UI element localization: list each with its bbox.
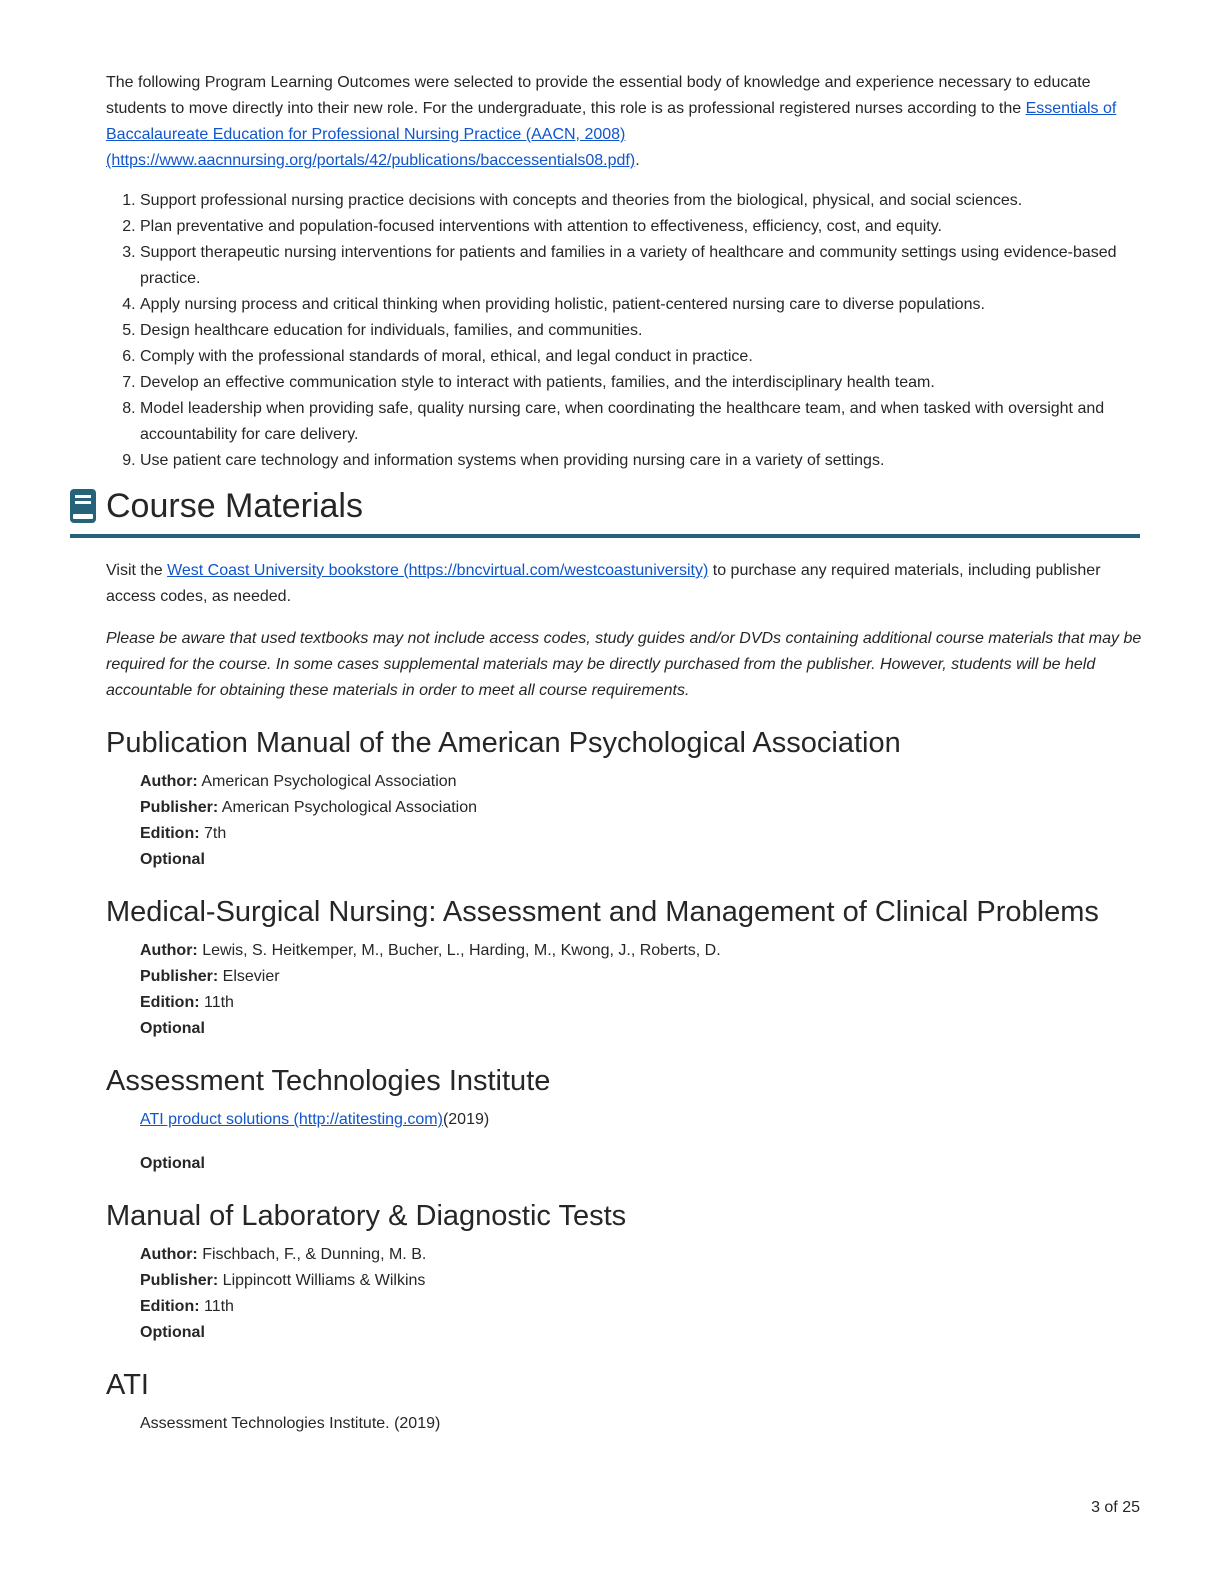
optional-label: Optional bbox=[140, 1324, 205, 1341]
author-label: Author: bbox=[140, 942, 198, 959]
publisher-value: Elsevier bbox=[218, 968, 280, 985]
optional-label: Optional bbox=[140, 1155, 205, 1172]
outcome-item: 5. Design healthcare education for individuals, families, and communities. bbox=[140, 318, 1146, 344]
outcome-item: 7. Develop an effective communication style to interact with patients, families, and the interdisciplinary health team. bbox=[140, 370, 1146, 396]
book-title: ATI bbox=[106, 1369, 149, 1401]
section-title: Course Materials bbox=[106, 487, 363, 525]
outcome-item: 8. Model leadership when providing safe, quality nursing care, when coordinating the healthcare team, and when tasked with oversight and accountability for care delivery. bbox=[140, 396, 1146, 448]
edition-line bbox=[140, 990, 1146, 1016]
intro-paragraph bbox=[106, 70, 1146, 174]
publisher-label: Publisher: bbox=[140, 968, 219, 985]
author-line bbox=[140, 938, 1146, 964]
optional-label: Optional bbox=[140, 1020, 205, 1037]
author-value: American Psychological Association bbox=[197, 773, 457, 790]
book-details bbox=[106, 769, 1146, 873]
course-materials-header bbox=[70, 484, 1140, 538]
book-title: Publication Manual of the American Psychological Association bbox=[106, 727, 901, 759]
edition-line bbox=[140, 1294, 1146, 1320]
author-label: Author: bbox=[140, 1246, 198, 1263]
book-icon bbox=[70, 489, 96, 523]
edition-label: Edition: bbox=[140, 1298, 200, 1315]
outcome-item: 3. Support therapeutic nursing interventions for patients and families in a variety of healthcare and community settings using evidence-based practice. bbox=[140, 240, 1146, 292]
publisher-value: Lippincott Williams & Wilkins bbox=[218, 1272, 426, 1289]
edition-value: 11th bbox=[199, 1298, 234, 1315]
author-value: Fischbach, F., & Dunning, M. B. bbox=[197, 1246, 427, 1263]
edition-line bbox=[140, 821, 1146, 847]
book-title: Manual of Laboratory & Diagnostic Tests bbox=[106, 1200, 627, 1232]
outcome-item: 4. Apply nursing process and critical thinking when providing holistic, patient-centered nursing care to diverse populations. bbox=[140, 292, 1146, 318]
author-line bbox=[140, 1242, 1146, 1268]
edition-label: Edition: bbox=[140, 994, 200, 1011]
bookstore-paragraph bbox=[106, 558, 1146, 610]
author-value: Lewis, S. Heitkemper, M., Bucher, L., Harding, M., Kwong, J., Roberts, D. bbox=[197, 942, 721, 959]
learning-outcomes-list bbox=[106, 188, 1146, 474]
page-content bbox=[106, 70, 1146, 1437]
intro-text: The following Program Learning Outcomes were selected to provide the essential body of knowledge and experience necessary to educate students to move directly into their new role. For the undergraduate, this role is as professional registered nurses according to the bbox=[106, 74, 1091, 117]
bookstore-link[interactable]: West Coast University bookstore (https://bncvirtual.com/westcoastuniversity) bbox=[167, 562, 709, 579]
optional-label: Optional bbox=[140, 851, 205, 868]
author-label: Author: bbox=[140, 773, 198, 790]
intro-period: . bbox=[635, 152, 640, 169]
outcome-item: 9. Use patient care technology and information systems when providing nursing care in a variety of settings. bbox=[140, 448, 1146, 474]
visit-suffix: to purchase any required materials, including publisher access codes, as needed. bbox=[106, 562, 1101, 605]
outcome-item: 1. Support professional nursing practice decisions with concepts and theories from the biological, physical, and social sciences. bbox=[140, 188, 1146, 214]
publisher-label: Publisher: bbox=[140, 799, 219, 816]
publisher-line bbox=[140, 1268, 1146, 1294]
publisher-line bbox=[140, 964, 1146, 990]
publisher-label: Publisher: bbox=[140, 1272, 219, 1289]
book-details bbox=[106, 938, 1146, 1042]
outcome-item: 2. Plan preventative and population-focused interventions with attention to effectiveness, efficiency, cost, and equity. bbox=[140, 214, 1146, 240]
ati-year: (2019) bbox=[442, 1111, 490, 1128]
edition-label: Edition: bbox=[140, 825, 200, 842]
outcome-item: 6. Comply with the professional standards of moral, ethical, and legal conduct in practice. bbox=[140, 344, 1146, 370]
ati-reference: Assessment Technologies Institute. (2019) bbox=[140, 1415, 441, 1432]
publisher-value: American Psychological Association bbox=[218, 799, 478, 816]
aacn-essentials-link[interactable]: Essentials of Baccalaureate Education for Professional Nursing Practice (AACN, 2008) (https://www.aacnnursing.org/portals/42/publications/baccessentials08.pdf) bbox=[106, 100, 1117, 169]
book-title: Assessment Technologies Institute bbox=[106, 1065, 551, 1097]
page-number: 3 of 25 bbox=[1091, 1499, 1140, 1516]
edition-value: 7th bbox=[199, 825, 227, 842]
book-details bbox=[106, 1242, 1146, 1346]
book-title: Medical-Surgical Nursing: Assessment and Management of Clinical Problems bbox=[106, 896, 1099, 928]
ati-solutions-link[interactable]: ATI product solutions (http://atitesting.com) bbox=[140, 1111, 443, 1128]
publisher-line bbox=[140, 795, 1146, 821]
textbook-notice: Please be aware that used textbooks may not include access codes, study guides and/or DVDs containing additional course materials that may be required for the course. In some cases supplemental materials may be directly purchased from the publisher. However, students will be held accountable for obtaining these materials in order to meet all course requirements. bbox=[106, 630, 1142, 699]
edition-value: 11th bbox=[199, 994, 234, 1011]
author-line bbox=[140, 769, 1146, 795]
visit-prefix: Visit the bbox=[106, 562, 168, 579]
ati-solutions-line bbox=[106, 1107, 1146, 1133]
